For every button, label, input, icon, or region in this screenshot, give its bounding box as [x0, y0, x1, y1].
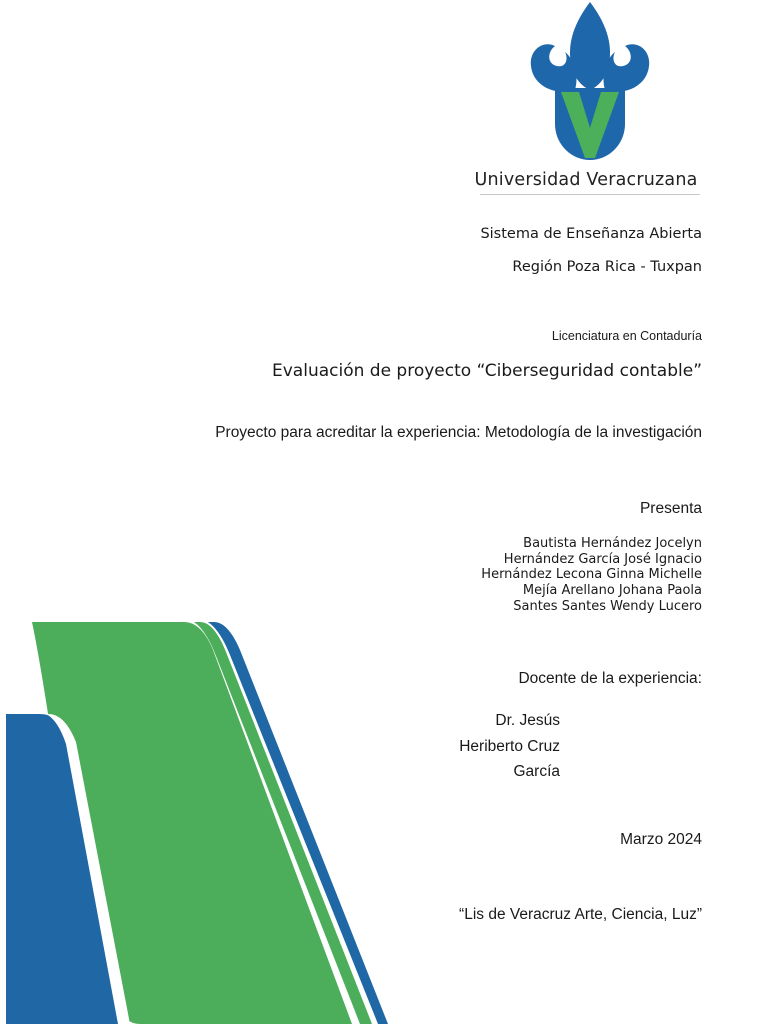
author-name: Bautista Hernández Jocelyn: [523, 536, 702, 551]
teacher-name-line: Heriberto Cruz: [459, 737, 560, 755]
document-date: Marzo 2024: [620, 831, 702, 848]
teacher-name-line: García: [513, 763, 560, 780]
project-purpose: Proyecto para acreditar la experiencia: Metodología de la investigación: [215, 424, 702, 441]
teacher-name-line: Dr. Jesús: [495, 712, 560, 729]
system-name: Sistema de Enseñanza Abierta: [480, 226, 702, 242]
fleur-left-petal-icon: [531, 44, 577, 91]
wordmark-underline: [480, 194, 700, 195]
university-logo: [525, 0, 655, 165]
university-motto: “Lis de Veracruz Arte, Ciencia, Luz”: [459, 906, 702, 923]
presenta-label: Presenta: [639, 500, 702, 517]
region-name: Región Poza Rica - Tuxpan: [512, 259, 702, 275]
author-name: Mejía Arellano Johana Paola: [522, 583, 702, 599]
author-list: [481, 536, 702, 615]
teacher-name: [420, 708, 560, 785]
fleur-right-petal-icon: [603, 44, 649, 91]
author-name: Hernández Lecona Ginna Michelle: [481, 567, 702, 583]
author-name: Santes Santes Wendy Lucero: [513, 598, 702, 614]
document-title: Evaluación de proyecto “Ciberseguridad contable”: [272, 361, 702, 381]
teacher-label: Docente de la experiencia:: [518, 670, 702, 687]
degree-name: Licenciatura en Contaduría: [551, 329, 702, 343]
author-name: Hernández García José Ignacio: [503, 551, 702, 567]
university-wordmark: Universidad Veracruzana: [474, 170, 698, 190]
